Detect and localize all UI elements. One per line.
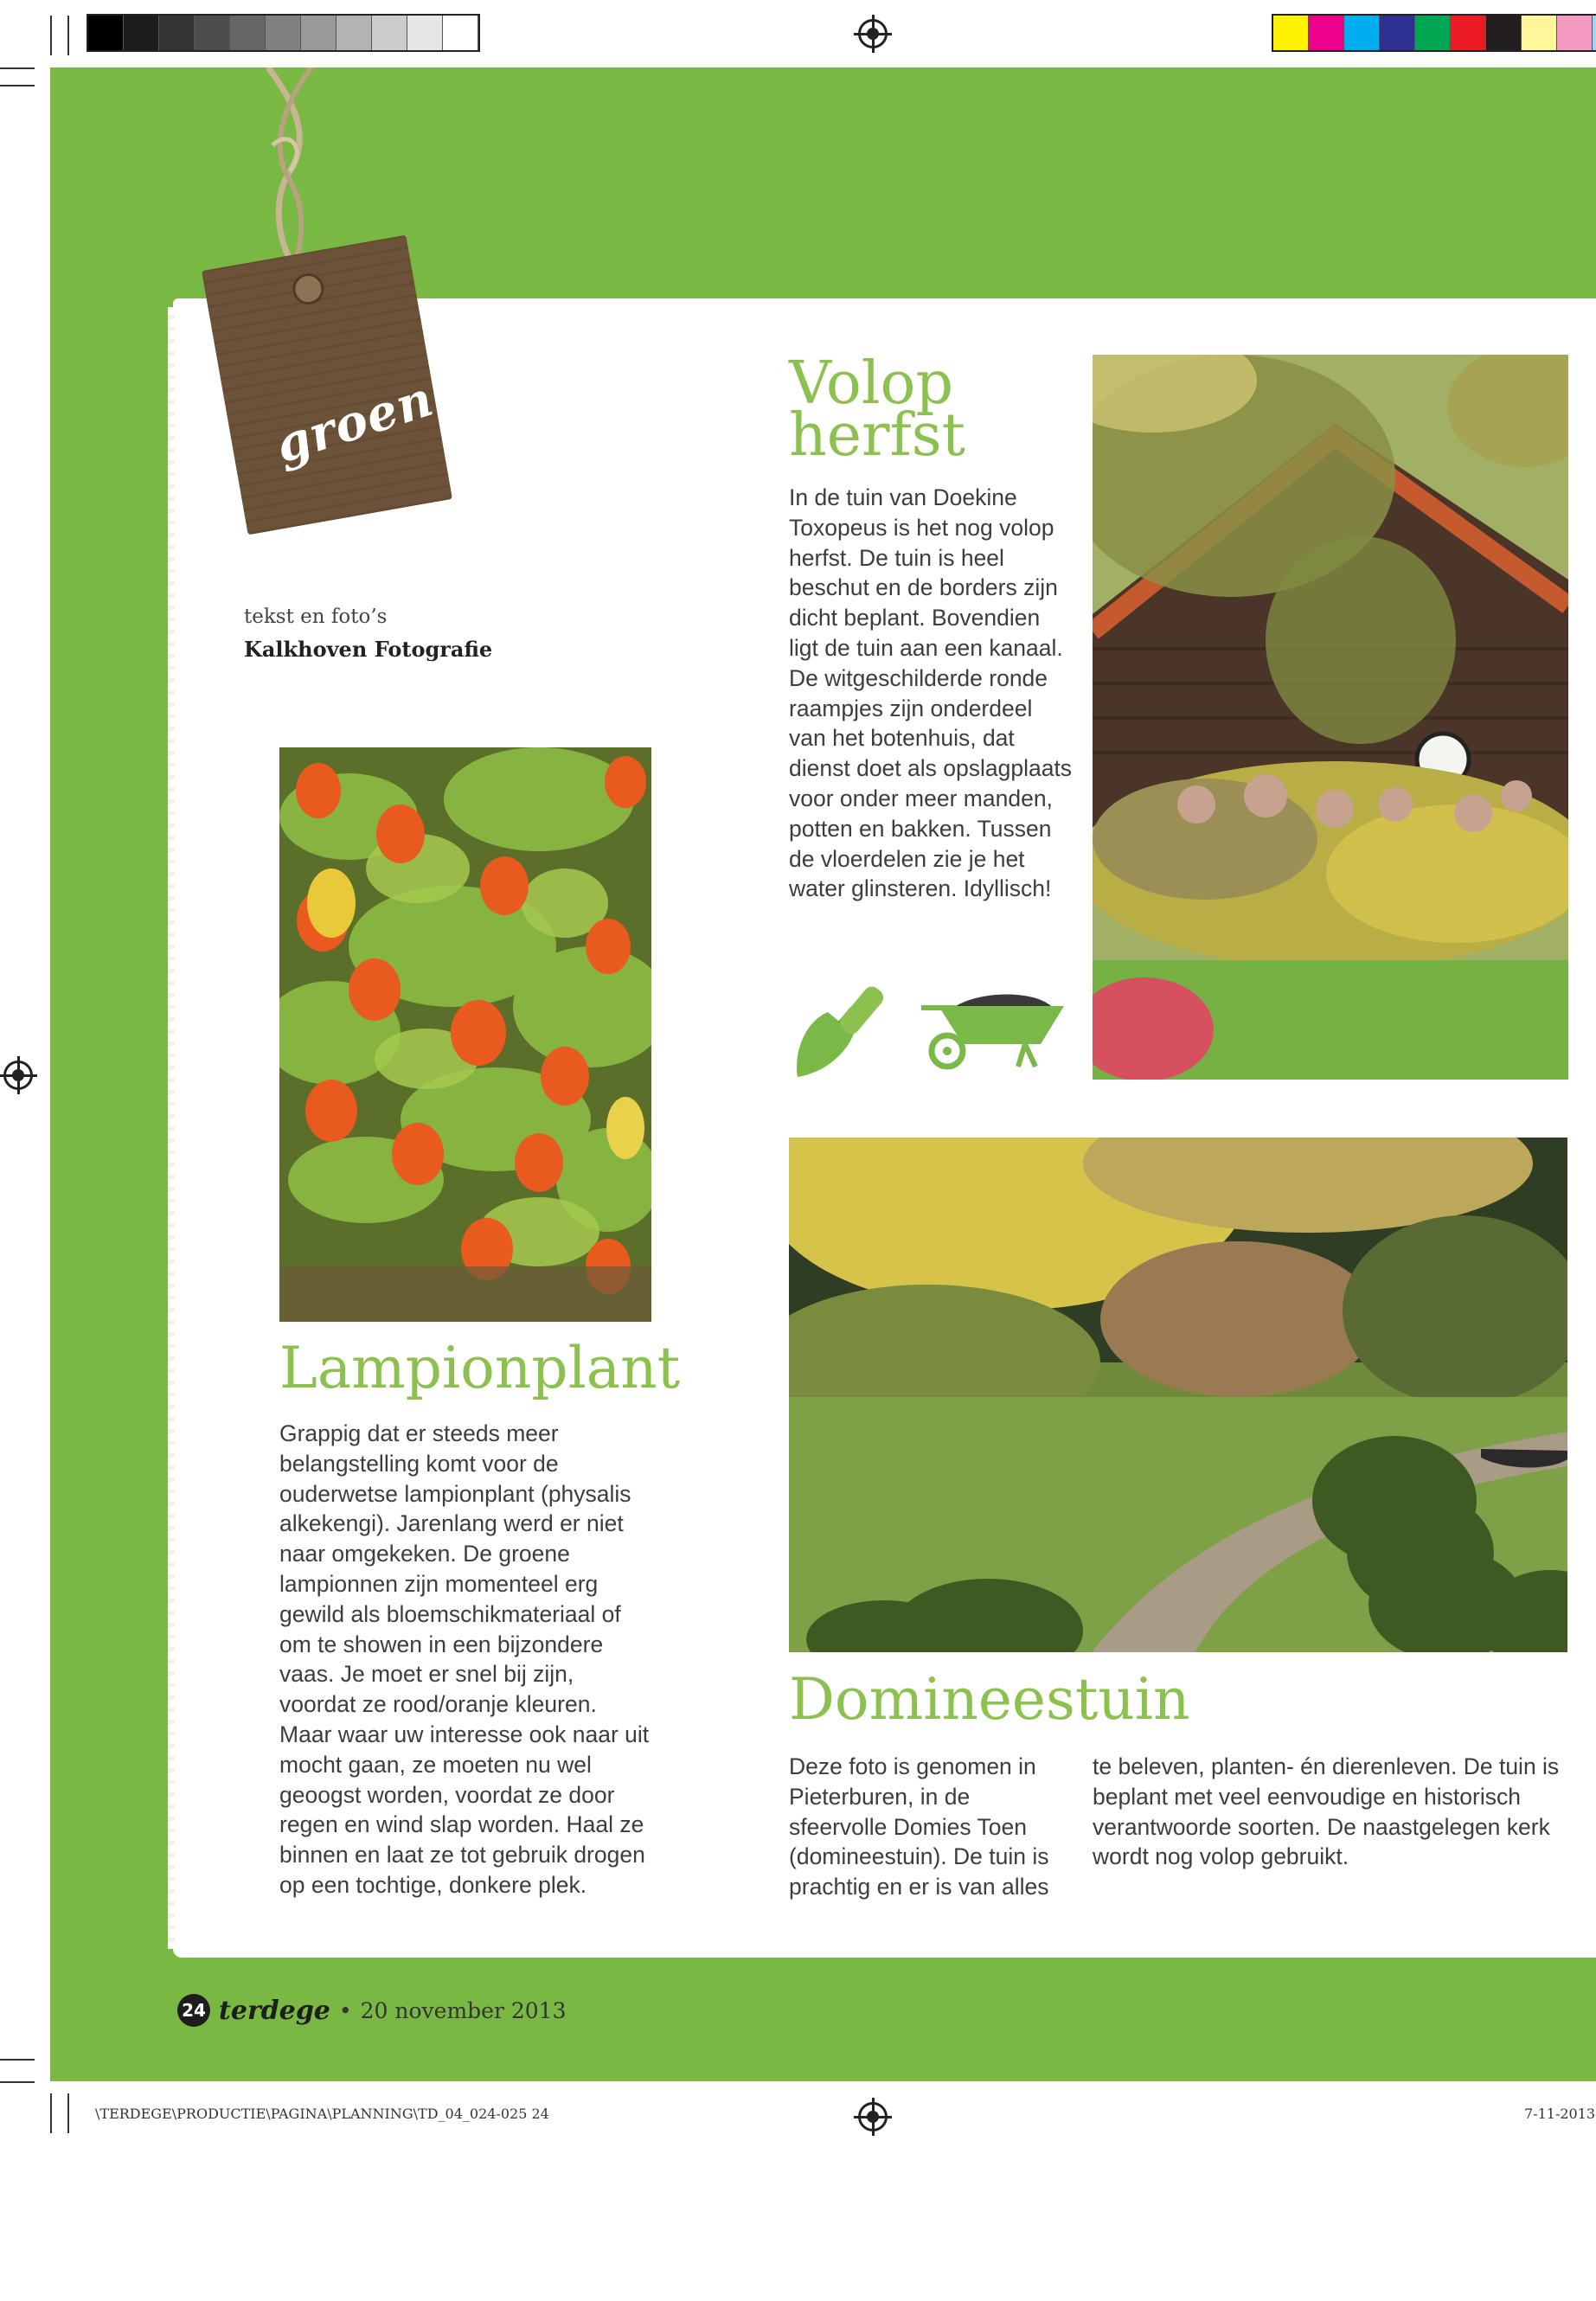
registration-mark-icon (858, 19, 888, 48)
volop-body-text: In de tuin van Doekine Toxopeus is het nog volop herfst. De tuin is heel beschut en de borders zijn dicht beplant. Bovendien ligt de tuin aan een kanaal. De witgeschilderde ronde raampjes zijn onderdeel van het botenhuis, dat dienst doet als opslagplaats voor onder meer manden, potten en bakken. Tussen de vloerdelen zie je het water glinsteren. Idyllisch! (789, 484, 1073, 902)
print-slug-path: \TERDEGE\PRODUCTIE\PAGINA\PLANNING\TD_04_024-025 24 (95, 2106, 549, 2122)
gray-calibration-bar (87, 14, 480, 52)
section-label: groen (268, 369, 440, 475)
calibration-swatch (407, 16, 443, 50)
calibration-swatch (1593, 16, 1596, 50)
credit-line: tekst en foto’s (244, 606, 388, 628)
calibration-swatch (1451, 16, 1486, 50)
calibration-swatch (1415, 16, 1451, 50)
crop-mark (67, 2093, 69, 2133)
registration-mark-icon (858, 2102, 888, 2131)
calibration-swatch (443, 16, 478, 50)
photo-boathouse (1093, 355, 1568, 1080)
heading-herfst: herfst (789, 401, 965, 470)
calibration-swatch (124, 16, 159, 50)
calibration-swatch (1344, 16, 1380, 50)
wheelbarrow-icon (921, 982, 1073, 1073)
calibration-swatch (195, 16, 230, 50)
calibration-swatch (266, 16, 301, 50)
lampion-body-text: Grappig dat er steeds meer belangstelling komt voor de ouderwetse lampionplant (physalis alkekengi). Jarenlang werd er niet naar omgekeken. De groene lampionnen zijn momenteel erg gewild als bloemschikmateriaal of om te showen in een bijzondere vaas. Je moet er snel bij zijn, voordat ze rood/oranje kleuren. Maar waar uw interesse ook naar uit mocht gaan, ze moeten nu wel geoogst worden, voordat ze door regen en wind slap worden. Haal ze binnen en laat ze tot gebruik drogen op een tochtige, donkere plek. (279, 1420, 650, 1898)
issue-date: 20 november 2013 (360, 1997, 567, 2023)
heading-volop: Volop (789, 349, 954, 418)
color-calibration-bar (1272, 14, 1596, 52)
folio-separator: • (338, 1997, 352, 2023)
trowel-icon (789, 973, 901, 1081)
calibration-swatch (1309, 16, 1344, 50)
registration-mark-icon (3, 1061, 33, 1090)
heading-lampionplant: Lampionplant (279, 1335, 681, 1401)
calibration-swatch (1380, 16, 1415, 50)
magazine-brand: terdege (219, 1995, 330, 2026)
credit-name: Kalkhoven Fotografie (244, 637, 493, 662)
photo-lampionplant (279, 747, 651, 1322)
crop-mark (0, 2059, 35, 2061)
calibration-swatch (1273, 16, 1309, 50)
calibration-swatch (88, 16, 124, 50)
print-slug-date: 7-11-2013 (1524, 2106, 1596, 2122)
crop-mark (0, 85, 35, 87)
calibration-swatch (1557, 16, 1593, 50)
photo-domineestuin (789, 1138, 1567, 1652)
page-folio (177, 1994, 567, 2027)
page-number: 24 (177, 1994, 210, 2027)
domineestuin-body-col1: Deze foto is genomen in Pieterburen, in de sfeervolle Domies Toen (domineestuin). De tuin is prachtig en er is van alles (789, 1753, 1049, 1900)
crop-mark (50, 16, 52, 55)
crop-mark (0, 67, 35, 69)
calibration-swatch (301, 16, 337, 50)
calibration-swatch (337, 16, 372, 50)
calibration-swatch (159, 16, 195, 50)
calibration-swatch (1486, 16, 1522, 50)
crop-mark (0, 2081, 35, 2083)
crop-mark (67, 16, 69, 55)
domineestuin-body-col2: te beleven, planten- én dierenleven. De tuin is beplant met veel eenvoudige en historisch verantwoorde soorten. De naastgelegen kerk wordt nog volop gebruikt. (1093, 1753, 1560, 1870)
crop-mark (50, 2093, 52, 2133)
calibration-swatch (1522, 16, 1557, 50)
calibration-swatch (372, 16, 407, 50)
calibration-swatch (230, 16, 266, 50)
tag-hole (291, 271, 327, 307)
heading-domineestuin: Domineestuin (789, 1666, 1190, 1733)
